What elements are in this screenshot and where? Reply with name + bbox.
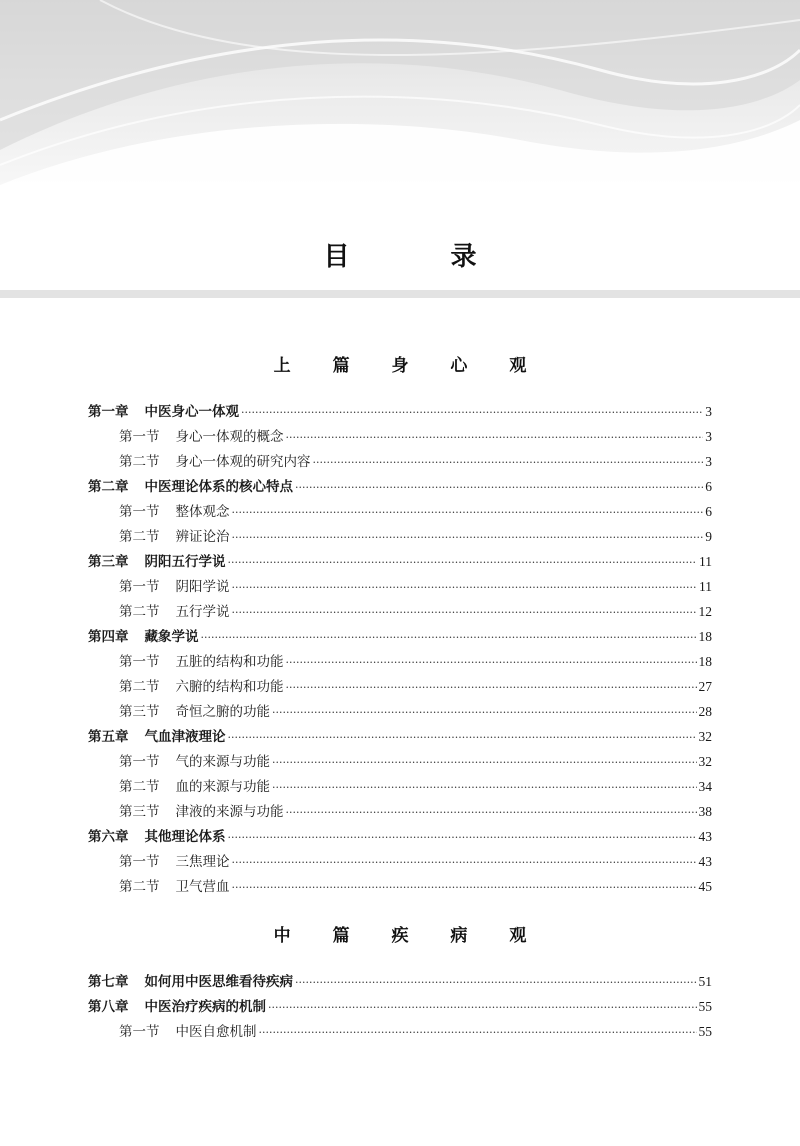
entry-number: 第一节 <box>119 579 160 595</box>
dot-leader <box>232 875 697 900</box>
title-divider <box>0 290 800 298</box>
entry-title: 气的来源与功能 <box>175 754 270 770</box>
entry-page: 12 <box>698 604 712 619</box>
toc-entry[interactable] <box>88 449 712 474</box>
entry-title: 津液的来源与功能 <box>175 804 284 820</box>
entry-number: 第一节 <box>119 429 160 445</box>
entry-title: 中医自愈机制 <box>175 1024 257 1040</box>
toc-entry[interactable] <box>88 474 712 499</box>
entry-title: 三焦理论 <box>175 854 230 870</box>
toc-entry[interactable] <box>88 624 712 649</box>
entry-number: 第一章 <box>88 404 129 420</box>
dot-leader <box>272 750 697 775</box>
entry-title: 中医理论体系的核心特点 <box>144 479 293 495</box>
toc-entry[interactable] <box>88 724 712 749</box>
part-heading-upper: 上 篇 身 心 观 <box>273 356 545 376</box>
entry-title: 五脏的结构和功能 <box>175 654 284 670</box>
dot-leader <box>295 475 703 500</box>
entry-page: 3 <box>705 454 712 469</box>
toc-entry[interactable] <box>88 424 712 449</box>
entry-page: 51 <box>698 974 712 989</box>
dot-leader <box>232 850 697 875</box>
entry-title: 中医身心一体观 <box>144 404 239 420</box>
entry-title: 阴阳五行学说 <box>144 554 226 570</box>
entry-title: 其他理论体系 <box>144 829 226 845</box>
entry-title: 卫气营血 <box>175 879 230 895</box>
dot-leader <box>241 400 703 425</box>
dot-leader <box>286 650 697 675</box>
toc-entry[interactable] <box>88 674 712 699</box>
dot-leader <box>286 425 704 450</box>
dot-leader <box>295 970 697 995</box>
entry-page: 28 <box>698 704 712 719</box>
entry-title: 整体观念 <box>175 504 230 520</box>
entry-number: 第一节 <box>119 1024 160 1040</box>
entry-title: 气血津液理论 <box>144 729 226 745</box>
entry-page: 55 <box>698 999 712 1014</box>
toc-entry[interactable] <box>88 599 712 624</box>
entry-number: 第八章 <box>88 999 129 1015</box>
entry-number: 第二节 <box>119 679 160 695</box>
entry-title: 六腑的结构和功能 <box>175 679 284 695</box>
dot-leader <box>201 625 697 650</box>
dot-leader <box>272 775 697 800</box>
toc-entry[interactable] <box>88 994 712 1019</box>
dot-leader <box>286 800 697 825</box>
header-banner <box>0 0 800 210</box>
entry-page: 43 <box>698 854 712 869</box>
toc-entry[interactable] <box>88 749 712 774</box>
entry-page: 43 <box>698 829 712 844</box>
entry-number: 第一节 <box>119 654 160 670</box>
entry-page: 3 <box>705 429 712 444</box>
toc-entry[interactable] <box>88 549 712 574</box>
entry-number: 第二节 <box>119 454 160 470</box>
entry-page: 32 <box>698 729 712 744</box>
toc-entry[interactable] <box>88 824 712 849</box>
dot-leader <box>268 995 697 1020</box>
dot-leader <box>228 550 698 575</box>
entry-number: 第六章 <box>88 829 129 845</box>
toc-entry[interactable] <box>88 699 712 724</box>
toc-entry[interactable] <box>88 574 712 599</box>
entry-page: 11 <box>699 554 712 569</box>
entry-number: 第二节 <box>119 529 160 545</box>
toc-entry[interactable] <box>88 969 712 994</box>
entry-page: 11 <box>699 579 712 594</box>
dot-leader <box>228 725 697 750</box>
toc-entry[interactable] <box>88 1019 712 1044</box>
entry-page: 55 <box>698 1024 712 1039</box>
entry-title: 阴阳学说 <box>175 579 230 595</box>
dot-leader <box>232 600 697 625</box>
entry-page: 38 <box>698 804 712 819</box>
dot-leader <box>232 575 698 600</box>
entry-number: 第二节 <box>119 604 160 620</box>
entry-number: 第一节 <box>119 754 160 770</box>
entry-page: 45 <box>698 879 712 894</box>
toc-entry[interactable] <box>88 874 712 899</box>
entry-title: 藏象学说 <box>144 629 199 645</box>
dot-leader <box>232 500 704 525</box>
entry-page: 32 <box>698 754 712 769</box>
toc-entry[interactable] <box>88 649 712 674</box>
entry-number: 第二章 <box>88 479 129 495</box>
entry-number: 第三节 <box>119 804 160 820</box>
entry-title: 中医治疗疾病的机制 <box>144 999 266 1015</box>
toc-entry[interactable] <box>88 774 712 799</box>
dot-leader <box>272 700 697 725</box>
entry-page: 3 <box>705 404 712 419</box>
entry-title: 五行学说 <box>175 604 230 620</box>
entry-title: 身心一体观的研究内容 <box>175 454 311 470</box>
toc-entry[interactable] <box>88 849 712 874</box>
dot-leader <box>228 825 697 850</box>
entry-page: 18 <box>698 629 712 644</box>
toc-entry[interactable] <box>88 524 712 549</box>
entry-number: 第三节 <box>119 704 160 720</box>
entry-number: 第二节 <box>119 779 160 795</box>
entry-number: 第五章 <box>88 729 129 745</box>
toc-entry[interactable] <box>88 799 712 824</box>
entry-page: 27 <box>698 679 712 694</box>
toc-list-middle <box>88 969 712 1044</box>
entry-number: 第四章 <box>88 629 129 645</box>
dot-leader <box>259 1020 697 1045</box>
entry-number: 第七章 <box>88 974 129 990</box>
toc-list-upper <box>88 399 712 899</box>
entry-page: 34 <box>698 779 712 794</box>
entry-number: 第一节 <box>119 504 160 520</box>
page-title: 目 录 <box>323 242 523 272</box>
entry-page: 6 <box>705 479 712 494</box>
wave-decoration <box>0 0 800 210</box>
toc-entry[interactable] <box>88 499 712 524</box>
entry-number: 第三章 <box>88 554 129 570</box>
entry-number: 第一节 <box>119 854 160 870</box>
toc-entry[interactable] <box>88 399 712 424</box>
dot-leader <box>232 525 704 550</box>
entry-title: 如何用中医思维看待疾病 <box>144 974 293 990</box>
dot-leader <box>313 450 704 475</box>
part-heading-middle: 中 篇 疾 病 观 <box>273 926 545 946</box>
entry-title: 血的来源与功能 <box>175 779 270 795</box>
entry-page: 6 <box>705 504 712 519</box>
entry-title: 辨证论治 <box>175 529 230 545</box>
entry-page: 18 <box>698 654 712 669</box>
dot-leader <box>286 675 697 700</box>
entry-title: 身心一体观的概念 <box>175 429 284 445</box>
entry-page: 9 <box>705 529 712 544</box>
entry-title: 奇恒之腑的功能 <box>175 704 270 720</box>
entry-number: 第二节 <box>119 879 160 895</box>
